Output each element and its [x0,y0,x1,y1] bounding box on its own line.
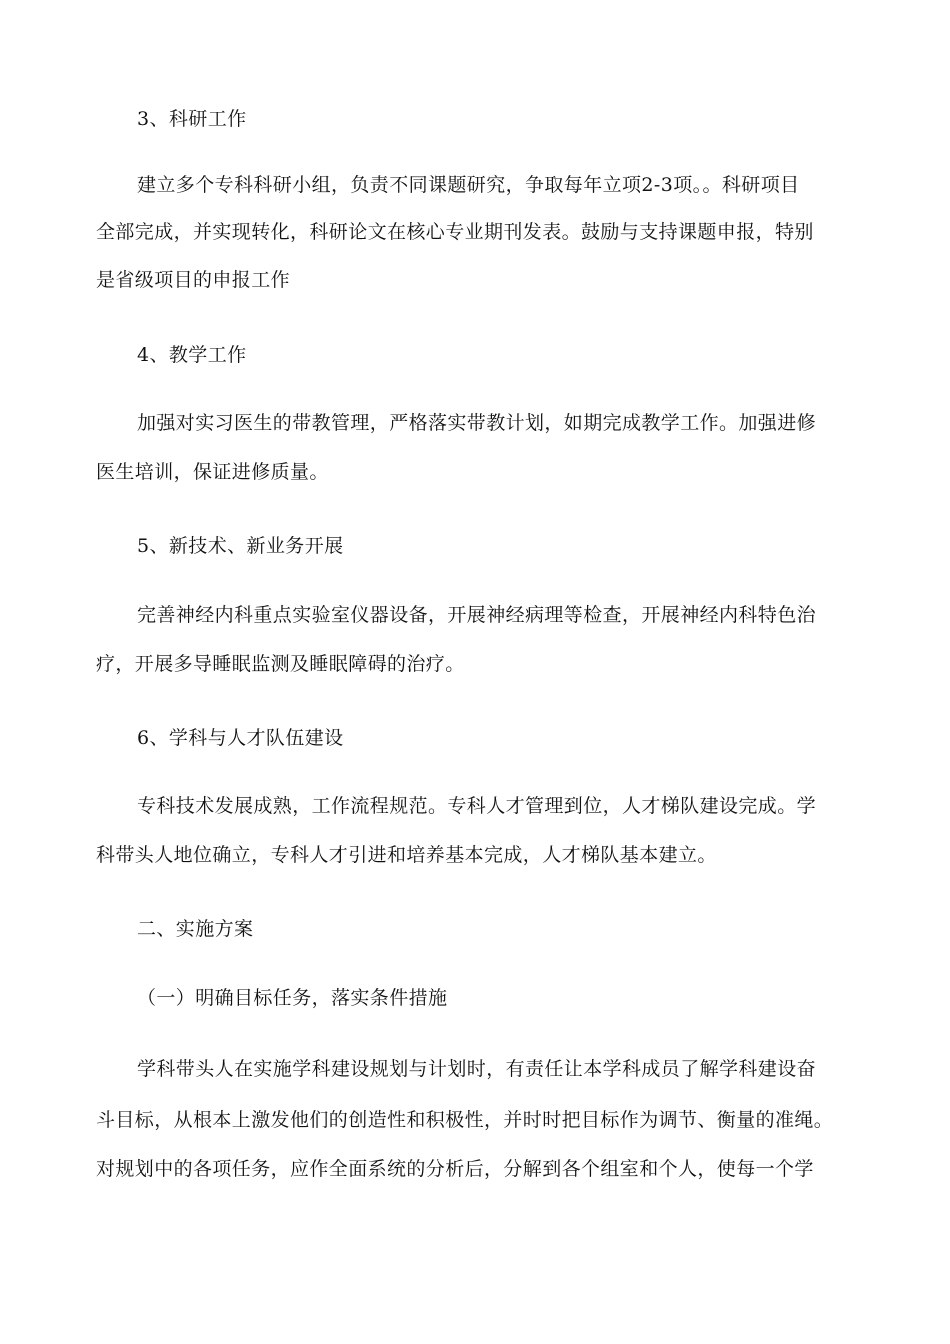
paragraph-targets-line-2: 斗目标，从根本上激发他们的创造性和积极性，并时时把目标作为调节、衡量的准绳。 [96,1109,834,1131]
section-heading-implementation: 二、实施方案 [137,918,254,940]
paragraph-talent-line-1: 专科技术发展成熟，工作流程规范。专科人才管理到位，人才梯队建设完成。学 [137,795,817,817]
paragraph-teaching-line-1: 加强对实习医生的带教管理，严格落实带教计划，如期完成教学工作。加强进修 [137,412,817,434]
paragraph-targets-line-3: 对规划中的各项任务，应作全面系统的分析后，分解到各个组室和个人，使每一个学 [96,1158,814,1180]
paragraph-teaching-line-2: 医生培训，保证进修质量。 [96,461,329,483]
section-heading-research: 3、科研工作 [137,108,247,130]
section-heading-new-tech: 5、新技术、新业务开展 [137,535,344,557]
paragraph-research-line-1: 建立多个专科科研小组，负责不同课题研究，争取每年立项2-3项。。科研项目 [137,174,800,196]
paragraph-new-tech-line-2: 疗，开展多导睡眠监测及睡眠障碍的治疗。 [96,653,465,675]
paragraph-targets-line-1: 学科带头人在实施学科建设规划与计划时，有责任让本学科成员了解学科建设奋 [137,1058,817,1080]
paragraph-talent-line-2: 科带头人地位确立，专科人才引进和培养基本完成，人才梯队基本建立。 [96,844,717,866]
paragraph-research-line-2: 全部完成，并实现转化，科研论文在核心专业期刊发表。鼓励与支持课题申报，特别 [96,221,814,243]
section-heading-talent: 6、学科与人才队伍建设 [137,727,344,749]
paragraph-new-tech-line-1: 完善神经内科重点实验室仪器设备，开展神经病理等检查，开展神经内科特色治 [137,604,817,626]
paragraph-research-line-3: 是省级项目的申报工作 [96,269,291,291]
subsection-heading-targets: （一）明确目标任务，落实条件措施 [137,987,448,1009]
section-heading-teaching: 4、教学工作 [137,344,247,366]
